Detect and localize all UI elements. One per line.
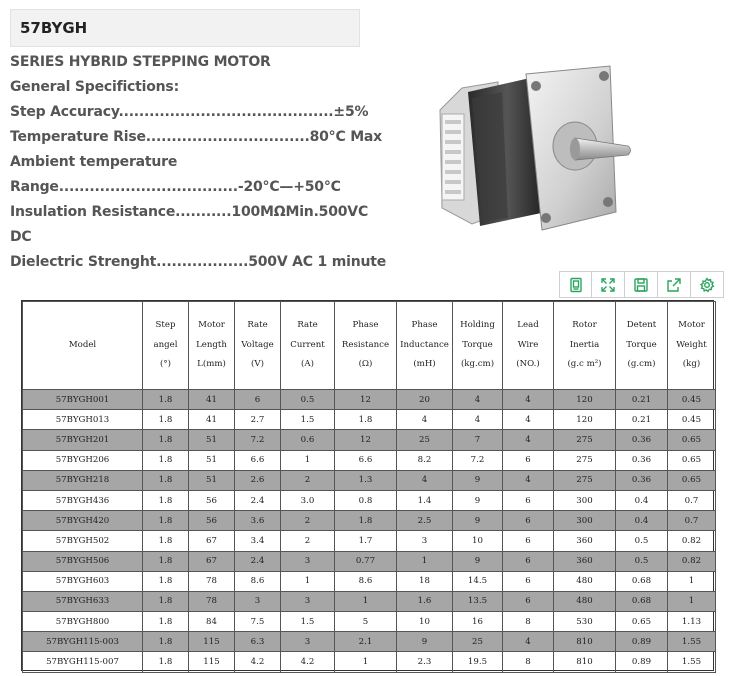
column-header-text: Current <box>290 339 325 350</box>
table-row <box>23 652 716 672</box>
column-header <box>189 302 235 390</box>
table-cell: 1 <box>668 591 716 611</box>
column-header <box>335 302 397 390</box>
column-header <box>616 302 668 390</box>
table-view-icon <box>568 277 584 293</box>
table-cell: 7.2 <box>235 430 281 450</box>
table-cell: 56 <box>189 511 235 531</box>
table-cell: 6 <box>503 511 554 531</box>
column-header-text: Phase <box>411 320 438 331</box>
column-header <box>23 302 143 390</box>
table-cell: 1.8 <box>143 551 189 571</box>
table-cell: 0.8 <box>335 490 397 510</box>
column-header-text: angel <box>153 339 178 350</box>
table-cell: 7.2 <box>453 450 503 470</box>
table-cell: 0.6 <box>281 430 335 450</box>
spec-line: Temperature Rise................................80°C Max <box>10 129 383 145</box>
column-header <box>397 302 453 390</box>
table-cell: 810 <box>554 652 616 672</box>
table-cell: 300 <box>554 511 616 531</box>
column-header <box>668 302 716 390</box>
specification-table-wrapper <box>21 300 714 671</box>
model-cell: 57BYGH001 <box>23 390 143 410</box>
table-cell: 0.21 <box>616 390 668 410</box>
table-cell: 0.65 <box>668 450 716 470</box>
table-cell: 2.5 <box>397 511 453 531</box>
save-icon <box>633 277 649 293</box>
table-cell: 6 <box>503 531 554 551</box>
table-row <box>23 591 716 611</box>
table-cell: 1 <box>281 450 335 470</box>
table-row <box>23 571 716 591</box>
table-cell: 2.3 <box>397 652 453 672</box>
column-header-text: Resistance <box>341 339 390 350</box>
table-cell: 4 <box>397 470 453 490</box>
table-cell: 3 <box>281 591 335 611</box>
table-cell: 1 <box>668 571 716 591</box>
table-cell: 1.8 <box>335 410 397 430</box>
table-cell: 51 <box>189 430 235 450</box>
table-cell: 4 <box>503 430 554 450</box>
table-cell: 0.21 <box>616 410 668 430</box>
column-header-text: Holding <box>460 320 495 331</box>
table-cell: 0.68 <box>616 571 668 591</box>
table-cell: 6 <box>235 390 281 410</box>
table-cell: 300 <box>554 490 616 510</box>
table-cell: 0.45 <box>668 390 716 410</box>
column-header-text: Motor <box>678 320 705 331</box>
column-header-text: (°) <box>159 359 171 370</box>
fullscreen-button[interactable] <box>592 271 625 298</box>
column-header-text: (mH) <box>413 359 436 370</box>
table-cell: 3 <box>281 551 335 571</box>
table-row <box>23 390 716 410</box>
fullscreen-icon <box>600 277 616 293</box>
column-header-text: Inertia <box>569 339 600 350</box>
table-cell: 1.6 <box>397 591 453 611</box>
table-cell: 360 <box>554 551 616 571</box>
column-header-text: (g.cm) <box>627 359 656 370</box>
table-cell: 14.5 <box>453 571 503 591</box>
column-header <box>453 302 503 390</box>
column-header <box>143 302 189 390</box>
table-cell: 0.36 <box>616 450 668 470</box>
table-cell: 0.89 <box>616 652 668 672</box>
table-row <box>23 490 716 510</box>
table-cell: 2.4 <box>235 490 281 510</box>
table-header-row <box>23 302 716 390</box>
table-cell: 1.55 <box>668 652 716 672</box>
share-icon <box>666 277 682 293</box>
table-toolbar <box>559 271 726 298</box>
table-cell: 0.4 <box>616 511 668 531</box>
table-cell: 12 <box>335 430 397 450</box>
table-row <box>23 551 716 571</box>
table-cell: 18 <box>397 571 453 591</box>
table-cell: 3.4 <box>235 531 281 551</box>
table-cell: 4 <box>453 390 503 410</box>
table-cell: 0.5 <box>616 551 668 571</box>
table-cell: 115 <box>189 652 235 672</box>
table-cell: 0.45 <box>668 410 716 430</box>
table-cell: 6 <box>503 591 554 611</box>
column-header-text: (Ω) <box>358 359 373 370</box>
model-cell: 57BYGH206 <box>23 450 143 470</box>
table-cell: 3 <box>235 591 281 611</box>
table-cell: 2 <box>281 531 335 551</box>
table-cell: 1 <box>335 652 397 672</box>
table-cell: 0.7 <box>668 490 716 510</box>
table-cell: 2.1 <box>335 632 397 652</box>
table-cell: 10 <box>453 531 503 551</box>
table-cell: 1.8 <box>143 571 189 591</box>
table-cell: 9 <box>397 632 453 652</box>
table-cell: 78 <box>189 571 235 591</box>
stepper-motor-image <box>432 62 642 242</box>
table-cell: 5 <box>335 612 397 632</box>
table-cell: 8 <box>503 652 554 672</box>
model-cell: 57BYGH201 <box>23 430 143 450</box>
table-cell: 3.0 <box>281 490 335 510</box>
column-header-text: Step <box>155 320 176 331</box>
table-cell: 41 <box>189 390 235 410</box>
table-row <box>23 632 716 652</box>
table-cell: 1 <box>281 571 335 591</box>
table-cell: 1 <box>335 591 397 611</box>
column-header-text: Wire <box>517 339 539 350</box>
table-cell: 0.7 <box>668 511 716 531</box>
table-cell: 1.8 <box>143 531 189 551</box>
column-header-text: (A) <box>301 359 314 370</box>
table-cell: 1.7 <box>335 531 397 551</box>
product-title: 57BYGH <box>10 9 360 47</box>
model-cell: 57BYGH115-007 <box>23 652 143 672</box>
column-header-text: Phase <box>352 320 379 331</box>
table-cell: 20 <box>397 390 453 410</box>
table-cell: 9 <box>453 511 503 531</box>
table-cell: 3 <box>397 531 453 551</box>
table-cell: 8.6 <box>335 571 397 591</box>
table-cell: 1.8 <box>335 511 397 531</box>
table-cell: 51 <box>189 470 235 490</box>
table-cell: 6 <box>503 571 554 591</box>
table-cell: 9 <box>453 551 503 571</box>
table-cell: 2.6 <box>235 470 281 490</box>
column-header-text: Inductance <box>400 339 449 350</box>
spec-line: Range...................................-20°C—+50°C <box>10 179 341 195</box>
table-row <box>23 430 716 450</box>
table-cell: 12 <box>335 390 397 410</box>
table-row <box>23 511 716 531</box>
table-cell: 6.6 <box>235 450 281 470</box>
table-cell: 9 <box>453 490 503 510</box>
column-header-text: Length <box>196 339 227 350</box>
table-cell: 480 <box>554 591 616 611</box>
column-header-text: (kg) <box>682 359 701 370</box>
table-cell: 4 <box>503 470 554 490</box>
table-cell: 19.5 <box>453 652 503 672</box>
table-cell: 1.8 <box>143 632 189 652</box>
table-row <box>23 531 716 551</box>
table-cell: 1.8 <box>143 591 189 611</box>
table-cell: 120 <box>554 390 616 410</box>
table-cell: 4.2 <box>235 652 281 672</box>
table-cell: 1.8 <box>143 390 189 410</box>
table-cell: 0.5 <box>281 390 335 410</box>
model-cell: 57BYGH436 <box>23 490 143 510</box>
table-cell: 6.3 <box>235 632 281 652</box>
table-cell: 0.65 <box>616 612 668 632</box>
column-header-text: (V) <box>251 359 264 370</box>
spec-line: General Specifictions: <box>10 79 179 95</box>
table-cell: 4.2 <box>281 652 335 672</box>
table-cell: 480 <box>554 571 616 591</box>
table-cell: 6.6 <box>335 450 397 470</box>
table-cell: 10 <box>397 612 453 632</box>
table-cell: 2 <box>281 470 335 490</box>
table-cell: 41 <box>189 410 235 430</box>
column-header-text: L(mm) <box>197 359 226 370</box>
column-header-text: Motor <box>198 320 225 331</box>
table-cell: 275 <box>554 470 616 490</box>
table-cell: 6 <box>503 551 554 571</box>
spec-line: Dielectric Strenght..................500V AC 1 minute <box>10 254 387 270</box>
model-cell: 57BYGH633 <box>23 591 143 611</box>
table-cell: 4 <box>503 390 554 410</box>
column-header-text: (NO.) <box>516 359 540 370</box>
column-header <box>281 302 335 390</box>
column-header-text: Lead <box>517 320 539 331</box>
column-header-text: Weight <box>676 339 707 350</box>
model-cell: 57BYGH218 <box>23 470 143 490</box>
table-cell: 530 <box>554 612 616 632</box>
model-cell: 57BYGH603 <box>23 571 143 591</box>
table-cell: 16 <box>453 612 503 632</box>
table-cell: 0.82 <box>668 551 716 571</box>
table-row <box>23 450 716 470</box>
table-cell: 1.5 <box>281 410 335 430</box>
table-cell: 0.5 <box>616 531 668 551</box>
table-cell: 1.8 <box>143 612 189 632</box>
table-cell: 1.8 <box>143 450 189 470</box>
column-header-text: Torque <box>462 339 493 350</box>
table-cell: 8.6 <box>235 571 281 591</box>
table-cell: 1.8 <box>143 410 189 430</box>
table-cell: 2.4 <box>235 551 281 571</box>
column-header-text: Torque <box>626 339 657 350</box>
table-cell: 2.7 <box>235 410 281 430</box>
model-cell: 57BYGH115-003 <box>23 632 143 652</box>
table-cell: 67 <box>189 531 235 551</box>
save-button[interactable] <box>625 271 658 298</box>
table-cell: 8.2 <box>397 450 453 470</box>
table-cell: 1.4 <box>397 490 453 510</box>
column-header-text: Rotor <box>572 320 597 331</box>
model-cell: 57BYGH800 <box>23 612 143 632</box>
column-header <box>554 302 616 390</box>
column-header-text: (kg.cm) <box>460 359 495 370</box>
spec-line: Ambient temperature <box>10 154 178 170</box>
table-cell: 3 <box>281 632 335 652</box>
table-cell: 8 <box>503 612 554 632</box>
table-cell: 0.89 <box>616 632 668 652</box>
spec-line: Step Accuracy..........................................±5% <box>10 104 369 120</box>
table-cell: 1.8 <box>143 470 189 490</box>
table-cell: 115 <box>189 632 235 652</box>
table-cell: 1 <box>397 551 453 571</box>
table-row <box>23 612 716 632</box>
table-cell: 275 <box>554 450 616 470</box>
table-cell: 25 <box>453 632 503 652</box>
table-cell: 275 <box>554 430 616 450</box>
table-cell: 4 <box>397 410 453 430</box>
spec-line: SERIES HYBRID STEPPING MOTOR <box>10 54 271 70</box>
table-cell: 84 <box>189 612 235 632</box>
column-header-text: Rate <box>247 320 268 331</box>
model-cell: 57BYGH013 <box>23 410 143 430</box>
table-cell: 1.8 <box>143 511 189 531</box>
table-cell: 2 <box>281 511 335 531</box>
specification-table <box>22 301 716 673</box>
table-cell: 25 <box>397 430 453 450</box>
model-cell: 57BYGH420 <box>23 511 143 531</box>
table-cell: 0.36 <box>616 470 668 490</box>
spec-list <box>10 50 430 275</box>
settings-icon <box>699 277 715 293</box>
table-cell: 1.3 <box>335 470 397 490</box>
table-cell: 4 <box>503 632 554 652</box>
table-cell: 1.55 <box>668 632 716 652</box>
table-view-button[interactable] <box>559 271 592 298</box>
table-cell: 0.4 <box>616 490 668 510</box>
table-cell: 9 <box>453 470 503 490</box>
column-header-text: Rate <box>297 320 318 331</box>
table-cell: 1.8 <box>143 652 189 672</box>
column-header-text: (g.c m²) <box>567 359 602 370</box>
table-cell: 0.65 <box>668 470 716 490</box>
column-header-text: Model <box>68 339 97 350</box>
table-cell: 78 <box>189 591 235 611</box>
table-cell: 0.68 <box>616 591 668 611</box>
table-cell: 0.77 <box>335 551 397 571</box>
settings-button[interactable] <box>691 271 724 298</box>
table-cell: 51 <box>189 450 235 470</box>
table-row <box>23 470 716 490</box>
column-header <box>503 302 554 390</box>
spec-line: Insulation Resistance...........100MΩMin.500VC <box>10 204 369 220</box>
table-cell: 1.8 <box>143 430 189 450</box>
column-header <box>235 302 281 390</box>
table-row <box>23 410 716 430</box>
table-cell: 4 <box>503 410 554 430</box>
spec-line: DC <box>10 229 32 245</box>
table-cell: 810 <box>554 632 616 652</box>
table-cell: 1.8 <box>143 490 189 510</box>
table-cell: 3.6 <box>235 511 281 531</box>
column-header-text: Detent <box>626 320 657 331</box>
table-body <box>23 390 716 673</box>
column-header-text: Voltage <box>241 339 274 350</box>
table-cell: 7 <box>453 430 503 450</box>
table-cell: 56 <box>189 490 235 510</box>
model-cell: 57BYGH502 <box>23 531 143 551</box>
model-cell: 57BYGH506 <box>23 551 143 571</box>
table-cell: 6 <box>503 490 554 510</box>
table-cell: 0.82 <box>668 531 716 551</box>
table-cell: 0.65 <box>668 430 716 450</box>
table-cell: 1.5 <box>281 612 335 632</box>
table-cell: 0.36 <box>616 430 668 450</box>
table-cell: 120 <box>554 410 616 430</box>
table-cell: 67 <box>189 551 235 571</box>
table-cell: 6 <box>503 450 554 470</box>
table-cell: 360 <box>554 531 616 551</box>
share-button[interactable] <box>658 271 691 298</box>
table-cell: 13.5 <box>453 591 503 611</box>
table-cell: 4 <box>453 410 503 430</box>
table-cell: 1.13 <box>668 612 716 632</box>
table-cell: 7.5 <box>235 612 281 632</box>
